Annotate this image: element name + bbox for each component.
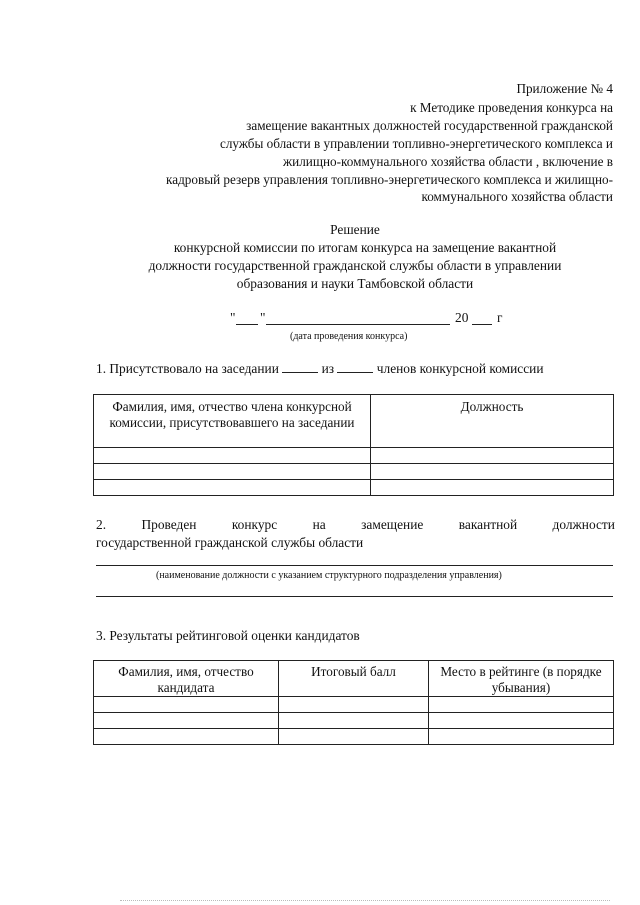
column-header-total-score: Итоговый балл: [279, 661, 429, 697]
section2-line-1: [96, 517, 615, 533]
header-line-1: к Методике проведения конкурса на: [410, 100, 613, 115]
decision-line-1: конкурсной комиссии по итогам конкурса на замещение вакантной: [173, 240, 557, 255]
section1-text-mid: из: [321, 361, 335, 376]
rating-results-table: [93, 660, 614, 745]
table-row: [94, 464, 614, 480]
header-line-5: кадровый резерв управления топливно-энергетического комплекса и жилищно-: [166, 172, 613, 187]
year-prefix: 20: [455, 310, 469, 325]
month-blank: [266, 324, 450, 325]
year-blank: [472, 324, 492, 325]
table-row: [94, 697, 614, 713]
section2-word: должности: [552, 517, 615, 532]
table-row: [94, 480, 614, 496]
year-suffix: г: [497, 310, 503, 325]
position-name-line: [96, 565, 613, 566]
section2-word: конкурс: [231, 517, 278, 532]
section2-line-2: государственной гражданской службы области: [96, 535, 364, 550]
decision-line-2: должности государственной гражданской службы области в управлении: [148, 258, 562, 273]
table-row: [94, 448, 614, 464]
header-line-4: жилищно-коммунального хозяйства области , включение в: [283, 154, 613, 169]
appendix-number: Приложение № 4: [516, 81, 613, 96]
section1-text-start: 1. Присутствовало на заседании: [96, 361, 279, 376]
total-count-blank: [337, 361, 373, 373]
section2-word: замещение: [361, 517, 424, 532]
section2-word: 2.: [96, 517, 107, 532]
header-line-3: службы области в управлении топливно-энергетического комплекса и: [219, 136, 613, 151]
column-header-candidate-name: Фамилия, имя, отчество кандидата: [94, 661, 279, 697]
present-count-blank: [282, 361, 318, 373]
scan-edge-artifact: [120, 900, 610, 901]
position-name-caption: (наименование должности с указанием структурного подразделения управления): [156, 570, 502, 581]
section1-text-end: членов конкурсной комиссии: [376, 361, 544, 376]
column-header-position: Должность: [371, 395, 614, 448]
header-line-6: коммунального хозяйства области: [421, 189, 613, 204]
section2-word: вакантной: [458, 517, 518, 532]
date-quote-open: ": [230, 310, 236, 325]
header-line-2: замещение вакантных должностей государственной гражданской: [246, 118, 613, 133]
day-blank: [236, 324, 258, 325]
position-name-line-2: [96, 596, 613, 597]
decision-heading: Решение: [330, 222, 380, 237]
decision-line-3: образования и науки Тамбовской области: [236, 276, 474, 291]
column-header-rating-place: Место в рейтинге (в порядке убывания): [429, 661, 614, 697]
date-caption: (дата проведения конкурса): [290, 331, 408, 342]
table-row: [94, 713, 614, 729]
table-row: [94, 729, 614, 745]
section2-word: Проведен: [141, 517, 197, 532]
column-header-member-name: Фамилия, имя, отчество члена конкурсной комиссии, присутствовавшего на заседании: [94, 395, 371, 448]
commission-members-table: [93, 394, 614, 496]
section1-text: [96, 361, 544, 377]
section3-title: 3. Результаты рейтинговой оценки кандидатов: [96, 628, 360, 643]
section2-word: на: [312, 517, 326, 532]
date-quote-close: ": [260, 310, 266, 325]
